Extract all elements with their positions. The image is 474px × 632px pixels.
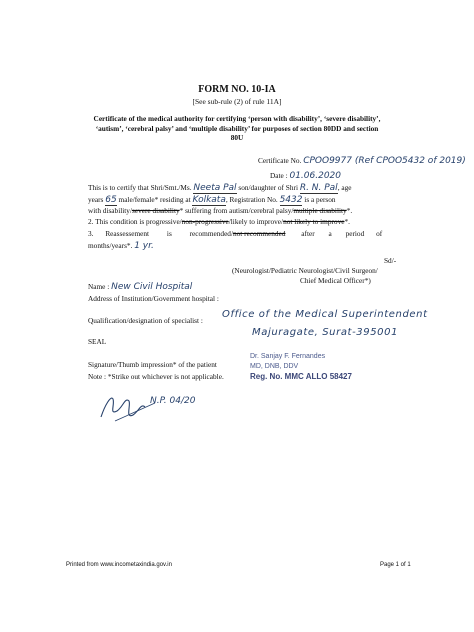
designation-line-1: (Neurologist/Pediatric Neurologist/Civil Surgeon/ [232, 266, 378, 275]
a-text: a [328, 229, 332, 238]
paragraph-line-3 [88, 206, 352, 215]
asterisk-text: *. [346, 206, 353, 215]
multiple-disability-struck: multiple disability [293, 206, 347, 215]
period-text: period [345, 229, 365, 238]
certificate-number-row [258, 156, 466, 166]
asterisk-text-2: *. [344, 217, 350, 226]
registration-text: , Registration No. [225, 195, 278, 204]
signature-label: Signature/Thumb impression* of the patient [88, 360, 217, 369]
date-label: Date : [270, 171, 288, 180]
stamp-qualification: MD, DNB, DDV [250, 363, 299, 370]
sd-mark: Sd/- [384, 256, 397, 265]
father-name-value: R. N. Pal [299, 183, 338, 193]
non-progressive-struck: non-progressive [181, 217, 229, 226]
seal-label: SEAL [88, 337, 107, 346]
designation-line-2: Chief Medical Officer*) [300, 276, 371, 285]
age-text: , age [337, 183, 352, 192]
paragraph-line-4 [88, 217, 350, 226]
condition-text: 2. This condition is progressive/ [88, 217, 182, 226]
years-text: years [88, 195, 104, 204]
certificate-number-value: CPOO9977 (Ref CPOO5432 of 2019) [303, 156, 466, 166]
patient-signature-date: N.P. 04/20 [150, 396, 196, 406]
qualification-value-2: Majuragate, Surat-395001 [252, 327, 399, 338]
qualification-label: Qualification/designation of specialist : [88, 316, 203, 325]
of-text: of [376, 229, 383, 238]
hospital-name-value: New Civil Hospital [111, 282, 193, 292]
certificate-heading: Certificate of the medical authority for certifying ‘person with disability’, ‘severe disability’, ‘autism’, ‘cerebral palsy’ and ‘multiple disability’ for purposes of section 80DD and section 80U [93, 114, 381, 142]
is-text: is [166, 229, 172, 238]
stamp-doctor-name: Dr. Sanjay F. Fernandes [250, 353, 326, 360]
after-text: after [301, 229, 315, 238]
paragraph-line-6 [88, 241, 154, 251]
age-value: 65 [105, 195, 117, 205]
residence-value: Kolkata [192, 195, 226, 205]
name-label: Name : [88, 282, 110, 291]
certificate-number-label: Certificate No. [258, 156, 302, 165]
months-years-text: months/years*. [88, 241, 133, 250]
form-subrule: [See sub-rule (2) of rule 11A] [192, 97, 282, 106]
disability-text: with disability/ [88, 206, 132, 215]
recommended-text: recommended/ [189, 229, 233, 238]
name-row [88, 282, 192, 292]
period-value: 1 yr. [134, 241, 154, 251]
gender-residing-text: male/female* residing at [118, 195, 191, 204]
doctor-stamp [250, 352, 390, 382]
reassessment-text: Reassessement [105, 229, 150, 238]
stamp-registration: Reg. No. MMC ALLO 58427 [250, 372, 352, 381]
form-title: FORM NO. 10-IA [198, 84, 276, 95]
registration-value: 5432 [279, 195, 303, 205]
date-row [270, 171, 341, 181]
patient-signature-scribble [95, 385, 175, 427]
footer-source: Printed from www.incometaxindia.gov.in [66, 562, 172, 568]
relation-text: son/daughter of Shri [238, 183, 298, 192]
likely-improve-text: /likely to improve/ [228, 217, 284, 226]
note-text: Note : *Strike out whichever is not applicable. [88, 372, 224, 381]
certify-text: This is to certify that Shri/Smt./Ms. [88, 183, 192, 192]
paragraph-line-1 [88, 183, 351, 193]
paragraph-line-5 [88, 229, 388, 238]
qualification-value-1: Office of the Medical Superintendent [222, 309, 428, 320]
not-recommended-struck: not recommended [232, 229, 286, 238]
address-label: Address of Institution/Government hospital : [88, 294, 219, 303]
date-value: 01.06.2020 [289, 171, 341, 181]
is-person-text: is a person [304, 195, 336, 204]
not-likely-improve-struck: not likely to improve [283, 217, 345, 226]
severe-disability-struck: severe disability [132, 206, 180, 215]
paragraph-line-2 [88, 195, 336, 205]
item-3-number: 3. [88, 229, 94, 238]
footer-page: Page 1 of 1 [380, 562, 411, 568]
suffering-text: * suffering from autism/cerebral palsy/ [179, 206, 294, 215]
patient-name-value: Neeta Pal [193, 183, 237, 193]
